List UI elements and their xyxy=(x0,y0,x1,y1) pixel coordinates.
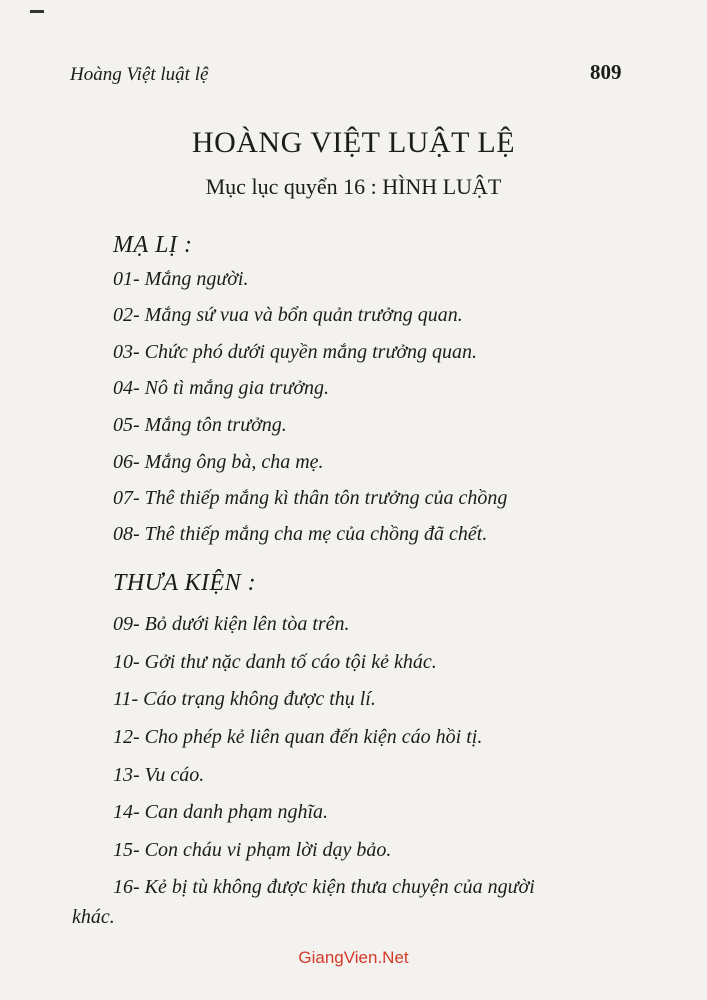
list-item-continuation: khác. xyxy=(72,906,115,928)
page-subtitle: Mục lục quyển 16 : HÌNH LUẬT xyxy=(205,174,502,199)
list-item: 04- Nô tì mắng gia trưởng. xyxy=(113,377,330,399)
list-item: 01- Mắng người. xyxy=(113,268,249,290)
list-item: 06- Mắng ông bà, cha mẹ. xyxy=(113,451,324,473)
watermark-text: GiangVien.Net xyxy=(298,948,409,967)
page-title: HOÀNG VIỆT LUẬT LỆ xyxy=(191,126,516,159)
section-heading-ma-li: MẠ LỊ : xyxy=(113,232,193,258)
list-item: 16- Kẻ bị tù không được kiện thưa chuyện của người xyxy=(113,876,535,898)
list-item: 12- Cho phép kẻ liên quan đến kiện cáo hồi tị. xyxy=(113,726,483,748)
list-item: 11- Cáo trạng không được thụ lí. xyxy=(113,688,376,710)
corner-mark xyxy=(30,10,44,13)
list-item: 13- Vu cáo. xyxy=(113,764,205,786)
running-title: Hoàng Việt luật lệ xyxy=(70,64,209,85)
list-item: 05- Mắng tôn trưởng. xyxy=(113,414,287,436)
list-item: 02- Mắng sứ vua và bổn quản trưởng quan. xyxy=(113,304,463,326)
list-item: 07- Thê thiếp mắng kì thân tôn trưởng của chồng xyxy=(113,487,508,509)
list-item: 08- Thê thiếp mắng cha mẹ của chồng đã chết. xyxy=(113,523,488,545)
list-item: 03- Chức phó dưới quyền mắng trưởng quan. xyxy=(113,341,478,363)
section-heading-thua-kien: THƯA KIỆN : xyxy=(113,570,257,596)
list-item: 15- Con cháu vi phạm lời dạy bảo. xyxy=(113,839,392,861)
list-item: 14- Can danh phạm nghĩa. xyxy=(113,801,328,823)
list-item: 10- Gởi thư nặc danh tố cáo tội kẻ khác. xyxy=(113,651,437,673)
page-number: 809 xyxy=(590,60,622,84)
list-item: 09- Bỏ dưới kiện lên tòa trên. xyxy=(113,613,350,635)
